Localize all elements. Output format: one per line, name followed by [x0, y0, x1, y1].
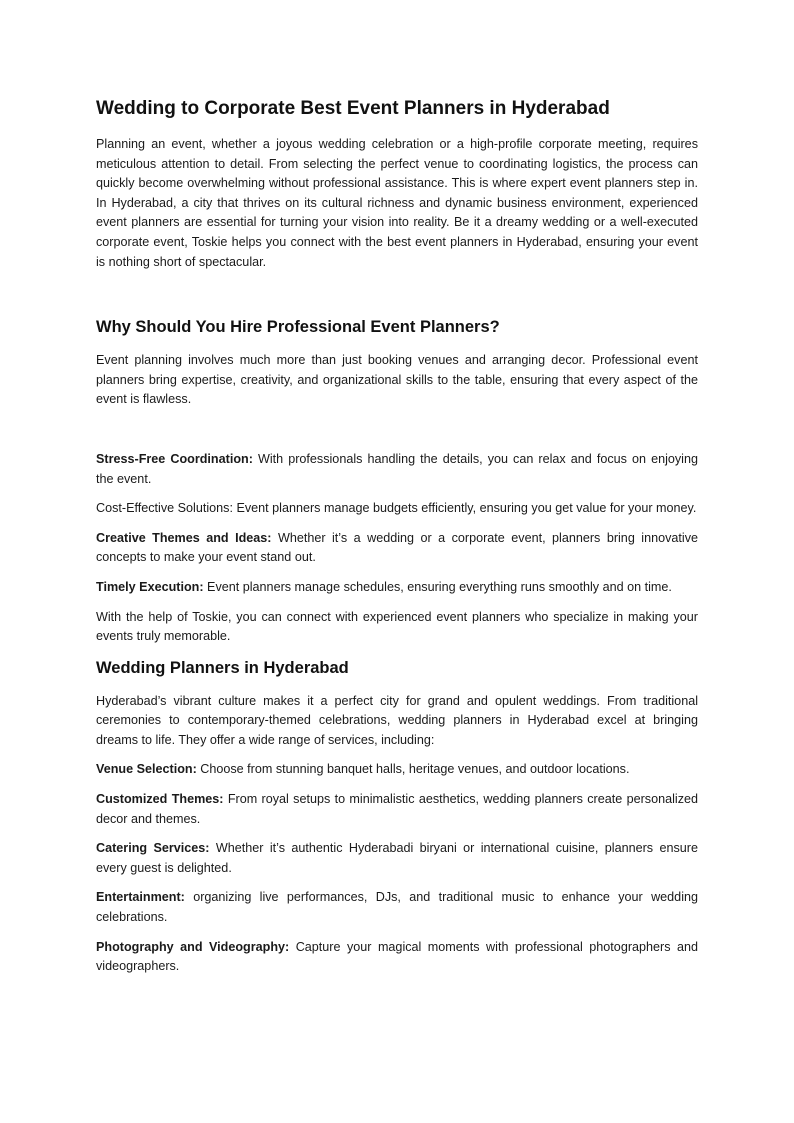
benefit-label: Timely Execution: [96, 579, 204, 594]
benefit-item [96, 499, 698, 519]
service-text: Choose from stunning banquet halls, heritage venues, and outdoor locations. [196, 762, 630, 777]
document-page [96, 96, 698, 987]
benefit-text: With professionals handling the details, you can relax and focus on enjoying the event. [96, 451, 698, 486]
benefit-item [96, 529, 698, 568]
service-label: Entertainment: [96, 890, 185, 905]
service-label: Venue Selection: [96, 762, 197, 777]
wedding-heading: Wedding Planners in Hyderabad [96, 658, 349, 677]
service-text: organizing live performances, DJs, and traditional music to enhance your wedding celebrations. [96, 890, 698, 925]
service-item [96, 760, 698, 780]
service-item [96, 888, 698, 927]
benefit-text: Event planners manage schedules, ensuring everything runs smoothly and on time. [203, 579, 672, 594]
benefit-text: Cost-Effective Solutions: Event planners manage budgets efficiently, ensuring you get value for your money. [96, 501, 697, 516]
service-label: Customized Themes: [96, 792, 224, 807]
why-closing-paragraph: With the help of Toskie, you can connect with experienced event planners who specialize in making your events truly memorable. [96, 609, 698, 644]
wedding-intro-paragraph: Hyderabad’s vibrant culture makes it a perfect city for grand and opulent weddings. From traditional ceremonies to contemporary-themed celebrations, wedding planners in Hyderabad excel at bringing dreams to life. They offer a wide range of services, including: [96, 693, 698, 747]
benefit-label: Stress-Free Coordination: [96, 451, 253, 466]
page-title: Wedding to Corporate Best Event Planners in Hyderabad [96, 98, 610, 119]
service-item [96, 938, 698, 977]
service-item [96, 790, 698, 829]
why-intro-paragraph: Event planning involves much more than just booking venues and arranging decor. Professional event planners bring expertise, creativity, and organizational skills to the table, ensuring that every aspect of the event is flawless. [96, 353, 698, 407]
service-label: Photography and Videography: [96, 939, 290, 954]
benefit-item [96, 578, 698, 598]
service-label: Catering Services: [96, 841, 210, 856]
benefit-text: Whether it’s a wedding or a corporate event, planners bring innovative concepts to make your event stand out. [96, 530, 698, 565]
benefit-label: Creative Themes and Ideas: [96, 530, 272, 545]
service-text: Whether it’s authentic Hyderabadi biryani or international cuisine, planners ensure every guest is delighted. [96, 841, 698, 875]
service-text: Capture your magical moments with professional photographers and videographers. [96, 939, 698, 974]
service-item [96, 839, 698, 878]
intro-paragraph: Planning an event, whether a joyous wedding celebration or a high-profile corporate meeting, requires meticulous attention to detail. From selecting the perfect venue to coordinating logistics, the process can quickly become overwhelming without professional assistance. This is where expert event planners step in. In Hyderabad, a city that thrives on its cultural richness and dynamic business environment, experienced event planners are essential for turning your vision into reality. Be it a dreamy wedding or a well-executed corporate event, Toskie helps you connect with the best event planners in Hyderabad, ensuring your event is nothing short of spectacular. [96, 137, 698, 269]
why-heading: Why Should You Hire Professional Event Planners? [96, 318, 500, 337]
service-text: From royal setups to minimalistic aesthetics, wedding planners create personalized decor and themes. [96, 792, 698, 826]
benefit-item [96, 450, 698, 489]
